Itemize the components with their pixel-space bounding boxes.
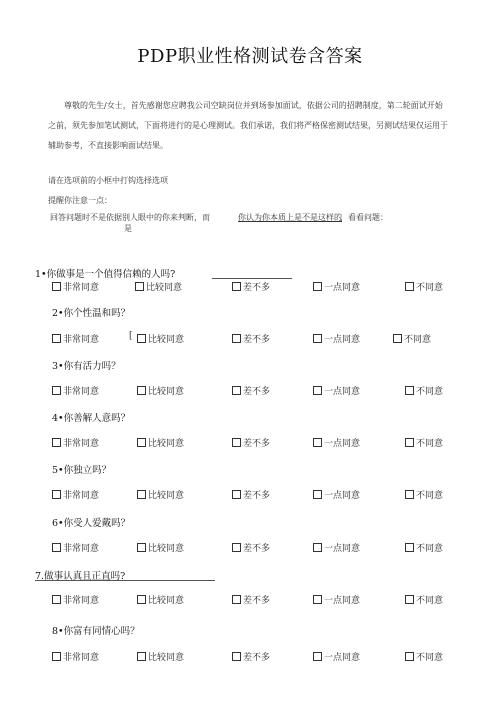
checkbox-icon[interactable] bbox=[52, 386, 61, 395]
q8-option-3[interactable] bbox=[232, 650, 270, 663]
q5-option-4[interactable] bbox=[313, 488, 360, 501]
question-6: 6•你受人爱戴吗？ bbox=[52, 518, 131, 529]
checkbox-icon[interactable] bbox=[232, 595, 241, 604]
checkbox-icon[interactable] bbox=[52, 282, 61, 291]
option-label: 差不多 bbox=[243, 653, 271, 663]
checkbox-icon[interactable] bbox=[405, 652, 414, 661]
option-label: 比较同意 bbox=[146, 283, 183, 293]
checkbox-icon[interactable] bbox=[313, 490, 322, 499]
checkbox-icon[interactable] bbox=[137, 386, 146, 395]
q6-option-2[interactable] bbox=[137, 541, 184, 554]
option-label: 一点同意 bbox=[324, 283, 361, 293]
intro-paragraph: 尊敬的先生/女士，首先感谢您应聘我公司空缺岗位并到场参加面试，依据公司的招聘制度，第二轮面试开始之前，须先参加笔试测试，下面将进行的是心理测试。我们承诺，我们将严格保密测试结果，另测试结果仅运用于辅助参考，不直接影响面试结果。 bbox=[48, 101, 448, 150]
checkbox-icon[interactable] bbox=[313, 282, 322, 291]
page-title: PDP职业性格测试卷含答案 bbox=[137, 46, 363, 67]
question-2: 2•你个性温和吗？ bbox=[52, 308, 131, 319]
q5-option-5[interactable] bbox=[405, 488, 443, 501]
checkbox-icon[interactable] bbox=[405, 543, 414, 552]
q4-option-5[interactable] bbox=[405, 436, 443, 449]
checkbox-icon[interactable] bbox=[137, 595, 146, 604]
question-8: 8•你富有同情心吗？ bbox=[52, 626, 140, 637]
checkbox-icon[interactable] bbox=[137, 652, 146, 661]
q8-option-1[interactable] bbox=[52, 650, 99, 663]
checkbox-icon[interactable] bbox=[313, 595, 322, 604]
q1-option-3[interactable] bbox=[232, 280, 270, 293]
q5-option-2[interactable] bbox=[137, 488, 184, 501]
option-label: 差不多 bbox=[243, 335, 271, 345]
option-label: 不同意 bbox=[416, 387, 444, 397]
q2-option-1[interactable] bbox=[52, 332, 99, 345]
option-label: 非常同意 bbox=[63, 283, 100, 293]
q7-option-4[interactable] bbox=[313, 593, 360, 606]
checkbox-icon[interactable] bbox=[52, 543, 61, 552]
checkbox-icon[interactable] bbox=[52, 490, 61, 499]
question-1: 1•你做事是一个值得信赖的人吗? bbox=[35, 269, 176, 280]
question-3: 3•你有活力吗？ bbox=[52, 361, 121, 372]
checkbox-icon[interactable] bbox=[232, 652, 241, 661]
q3-option-4[interactable] bbox=[313, 384, 360, 397]
q4-option-3[interactable] bbox=[232, 436, 270, 449]
option-label: 比较同意 bbox=[148, 387, 185, 397]
q4-option-4[interactable] bbox=[313, 436, 360, 449]
q7-option-5[interactable] bbox=[405, 593, 443, 606]
checkbox-icon[interactable] bbox=[52, 652, 61, 661]
option-label: 差不多 bbox=[243, 387, 271, 397]
note-text-part3: ，看看问题： bbox=[340, 213, 388, 222]
checkbox-icon[interactable] bbox=[405, 386, 414, 395]
checkbox-icon[interactable] bbox=[135, 282, 144, 291]
q1-option-4[interactable] bbox=[313, 280, 360, 293]
checkbox-icon[interactable] bbox=[405, 490, 414, 499]
option-label: 差不多 bbox=[243, 544, 271, 554]
q2-option-2[interactable] bbox=[137, 332, 184, 345]
option-label: 一点同意 bbox=[324, 544, 361, 554]
checkbox-icon[interactable] bbox=[232, 490, 241, 499]
q7-option-2[interactable] bbox=[137, 593, 184, 606]
q5-option-1[interactable] bbox=[52, 488, 99, 501]
note-text-highlight: 你认为你本质上是不是这样的 bbox=[238, 213, 342, 222]
q5-option-3[interactable] bbox=[232, 488, 270, 501]
note-text-part1b: 是 bbox=[124, 224, 132, 233]
checkbox-icon[interactable] bbox=[52, 334, 61, 343]
stray-bracket: [ bbox=[129, 331, 133, 341]
q1-option-5[interactable] bbox=[405, 280, 443, 293]
option-label: 不同意 bbox=[404, 335, 432, 345]
checkbox-icon[interactable] bbox=[52, 438, 61, 447]
q8-option-5[interactable] bbox=[405, 650, 443, 663]
question-7: 7.做事认真且正直吗? bbox=[35, 571, 126, 582]
q2-option-4[interactable] bbox=[313, 332, 360, 345]
q8-option-4[interactable] bbox=[313, 650, 360, 663]
q6-option-3[interactable] bbox=[232, 541, 270, 554]
q3-option-3[interactable] bbox=[232, 384, 270, 397]
reminder-text: 提醒你注意一点： bbox=[48, 196, 112, 205]
q4-option-2[interactable] bbox=[137, 436, 184, 449]
option-label: 不同意 bbox=[416, 283, 444, 293]
option-label: 一点同意 bbox=[324, 387, 361, 397]
checkbox-icon[interactable] bbox=[137, 334, 146, 343]
checkbox-icon[interactable] bbox=[405, 438, 414, 447]
checkbox-icon[interactable] bbox=[313, 438, 322, 447]
q4-option-1[interactable] bbox=[52, 436, 99, 449]
option-label: 比较同意 bbox=[148, 653, 185, 663]
option-label: 比较同意 bbox=[148, 335, 185, 345]
checkbox-icon[interactable] bbox=[313, 652, 322, 661]
question-1-underline bbox=[212, 278, 292, 279]
q6-option-1[interactable] bbox=[52, 541, 99, 554]
q1-option-1[interactable] bbox=[52, 280, 99, 293]
option-label: 比较同意 bbox=[148, 439, 185, 449]
option-label: 差不多 bbox=[243, 439, 271, 449]
option-label: 非常同意 bbox=[63, 439, 100, 449]
option-label: 差不多 bbox=[243, 491, 271, 501]
question-7-underline bbox=[35, 580, 215, 581]
option-label: 一点同意 bbox=[324, 335, 361, 345]
q6-option-5[interactable] bbox=[405, 541, 443, 554]
checkbox-icon[interactable] bbox=[52, 595, 61, 604]
q8-option-2[interactable] bbox=[137, 650, 184, 663]
checkbox-icon[interactable] bbox=[137, 438, 146, 447]
option-label: 一点同意 bbox=[324, 596, 361, 606]
option-label: 差不多 bbox=[243, 596, 271, 606]
option-label: 一点同意 bbox=[324, 653, 361, 663]
option-label: 非常同意 bbox=[63, 653, 100, 663]
question-5: 5•你独立吗？ bbox=[52, 465, 112, 476]
checkbox-icon[interactable] bbox=[313, 334, 322, 343]
checkbox-icon[interactable] bbox=[405, 282, 414, 291]
option-label: 非常同意 bbox=[63, 544, 100, 554]
checkbox-icon[interactable] bbox=[232, 543, 241, 552]
q1-option-2[interactable] bbox=[135, 280, 182, 293]
q3-option-5[interactable] bbox=[405, 384, 443, 397]
checkbox-icon[interactable] bbox=[313, 543, 322, 552]
option-label: 非常同意 bbox=[63, 335, 100, 345]
checkbox-icon[interactable] bbox=[405, 595, 414, 604]
checkbox-icon[interactable] bbox=[232, 334, 241, 343]
option-label: 差不多 bbox=[243, 283, 271, 293]
option-label: 非常同意 bbox=[63, 596, 100, 606]
option-label: 一点同意 bbox=[324, 491, 361, 501]
option-label: 不同意 bbox=[416, 439, 444, 449]
q6-option-4[interactable] bbox=[313, 541, 360, 554]
checkbox-icon[interactable] bbox=[232, 438, 241, 447]
instruction-text: 请在选项前的小框中打钩选择选项 bbox=[48, 176, 168, 185]
option-label: 比较同意 bbox=[148, 596, 185, 606]
option-label: 一点同意 bbox=[324, 439, 361, 449]
checkbox-icon[interactable] bbox=[393, 334, 402, 343]
option-label: 不同意 bbox=[416, 491, 444, 501]
q2-option-3[interactable] bbox=[232, 332, 270, 345]
option-label: 不同意 bbox=[416, 544, 444, 554]
q3-option-2[interactable] bbox=[137, 384, 184, 397]
question-4: 4•你善解人意吗？ bbox=[52, 413, 131, 424]
checkbox-icon[interactable] bbox=[313, 386, 322, 395]
checkbox-icon[interactable] bbox=[232, 386, 241, 395]
q7-option-3[interactable] bbox=[232, 593, 270, 606]
option-label: 非常同意 bbox=[63, 387, 100, 397]
q2-option-5[interactable] bbox=[393, 332, 431, 345]
q7-option-1[interactable] bbox=[52, 593, 99, 606]
checkbox-icon[interactable] bbox=[137, 490, 146, 499]
q3-option-1[interactable] bbox=[52, 384, 99, 397]
option-label: 比较同意 bbox=[148, 491, 185, 501]
option-label: 比较同意 bbox=[148, 544, 185, 554]
checkbox-icon[interactable] bbox=[137, 543, 146, 552]
option-label: 不同意 bbox=[416, 596, 444, 606]
checkbox-icon[interactable] bbox=[232, 282, 241, 291]
option-label: 不同意 bbox=[416, 653, 444, 663]
note-text-part1: 回答问题时不是依据别人眼中的你来判断，而 bbox=[50, 213, 210, 222]
option-label: 非常同意 bbox=[63, 491, 100, 501]
